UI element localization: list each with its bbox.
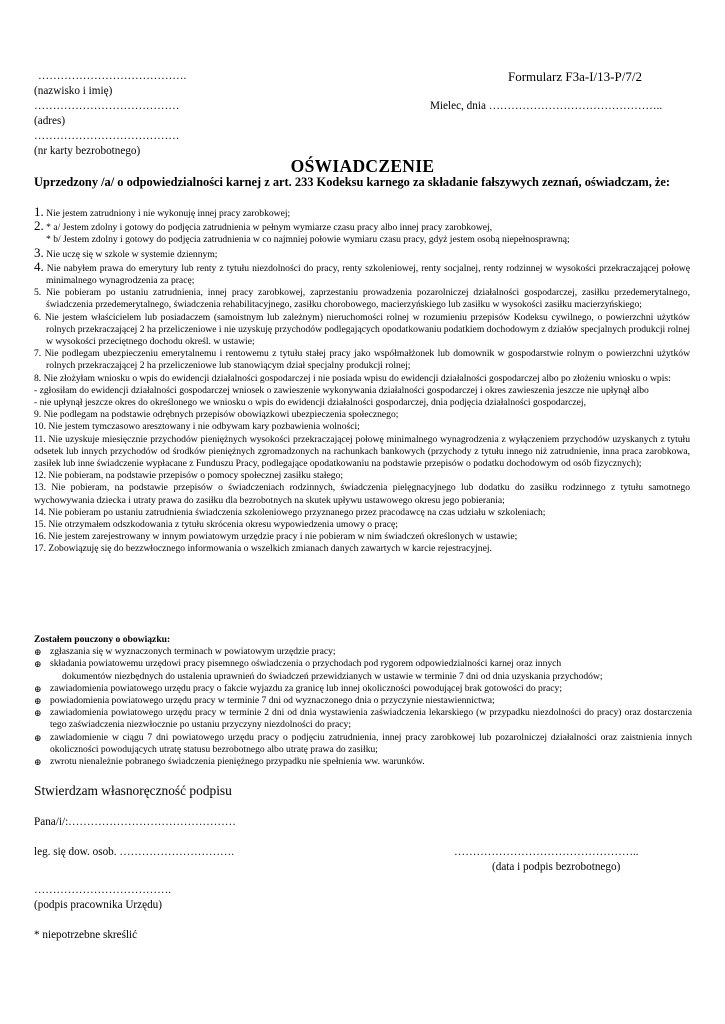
officer-signature-dots[interactable]: ………………………………. <box>34 884 172 896</box>
clock-icon: ⊕ <box>34 647 42 658</box>
duties-list <box>34 634 692 768</box>
statement-4: 4. Nie nabyłem prawa do emerytury lub renty z tytułu niezdolności do pracy, renty szkoleniowej, renty socjalnej, renty rodzinnej w wysokości przekraczającej połowę minimalnego wynagrodzenia za pracę; <box>34 258 690 287</box>
clock-icon: ⊕ <box>34 696 42 707</box>
unemployed-signature-dots[interactable]: ………………………………………….. <box>454 846 639 858</box>
officer-signature-label: (podpis pracownika Urzędu) <box>34 899 162 911</box>
clock-icon: ⊕ <box>34 683 42 694</box>
statement-8: 8. Nie złożyłam wniosku o wpis do ewidencji działalności gospodarczej i nie posiada wpisu do ewidencji działalności gospodarczej albo po złożeniu wniosku o wpis: <box>34 372 671 384</box>
duty-6: ⊕ zawiadomienie w ciągu 7 dni powiatowego urzędu pracy o podjęciu zatrudnienia, innej pracy zarobkowej lub pozarolniczej działalności oraz zaistnienia innych okoliczności powodujących utratę statusu bezrobotnego albo utratę prawa do zasiłku; <box>34 731 692 755</box>
statement-1: 1. Nie jestem zatrudniony i nie wykonuję innej pracy zarobkowej; <box>34 204 291 219</box>
address-dots[interactable]: ………………………………… <box>34 100 180 112</box>
statement-15: 15. Nie otrzymałem odszkodowania z tytułu skrócenia okresu wypowiedzenia umowy o pracę; <box>34 519 398 531</box>
clock-icon: ⊕ <box>34 708 42 719</box>
form-code: Formularz F3a-I/13-P/7/2 <box>508 69 642 84</box>
card-dots[interactable]: ………………………………… <box>34 130 180 142</box>
pan-field[interactable]: Pana/i/:……………………………………… <box>34 816 236 828</box>
address-label: (adres) <box>34 115 66 127</box>
duty-7: ⊕ zwrotu nienależnie pobranego świadczenia pieniężnego przypadku nie spełnienia ww. warunków. <box>34 756 425 768</box>
statement-2b: * b/ Jestem zdolny i gotowy do podjęcia zatrudnienia w co najmniej połowie wymiaru czasu pracy, gdyż jestem osobą niepełnosprawną; <box>46 234 570 246</box>
duty-3: ⊕ zawiadomienia powiatowego urzędu pracy o fakcie wyjazdu za granicę lub innej okoliczności powodującej brak gotowości do pracy; <box>34 682 563 694</box>
unemployed-signature-label: (data i podpis bezrobotnego) <box>492 861 621 873</box>
clock-icon: ⊕ <box>34 732 42 743</box>
statement-16: 16. Nie jestem zarejestrowany w innym powiatowym urzędzie pracy i nie pobieram w nim świadczeń określonych w ustawie; <box>34 531 518 543</box>
intro-statement: Uprzedzony /a/ o odpowiedzialności karnej z art. 233 Kodeksu karnego za składanie fałszywych zeznań, oświadczam, że: <box>34 175 671 189</box>
statement-2a: 2. * a/ Jestem zdolny i gotowy do podjęcia zatrudnienia w pełnym wymiarze czasu pracy albo innej pracy zarobkowej, <box>34 218 493 234</box>
clock-icon: ⊕ <box>34 757 42 768</box>
statement-5: 5. Nie pobieram po ustaniu zatrudnienia, innej pracy zarobkowej, zaprzestaniu prowadzenia pozarolniczej działalności gospodarczej, zasiłku przedemerytalnego, świadczenia przedemerytalnego, świadczenia rehabilitacyjnego, zasiłku chorobowego, macierzyńskiego lub zasiłku w wysokości zasiłku macierzyńskiego; <box>34 287 690 311</box>
statement-8b: - nie upłynął jeszcze okres do określonego we wniosku o wpis do ewidencji działalności gospodarczej, dnia podjęcia działalności gospodarczej, <box>34 397 586 409</box>
duty-2: ⊕ składania powiatowemu urzędowi pracy pisemnego oświadczenia o przychodach pod rygorem odpowiedzialności karnej oraz innych dokumentów niezbędnych do ustalenia uprawnień do świadczeń przewidzianych w ustawie w terminie 7 dni od dnia uzyskania przychodów; <box>34 658 603 682</box>
page-title: OŚWIADCZENIE <box>290 156 435 176</box>
confirm-signature-heading: Stwierdzam własnoręczność podpisu <box>34 783 232 798</box>
statement-9: 9. Nie podlegam na podstawie odrębnych przepisów obowiązkowi ubezpieczenia społecznego; <box>34 409 399 421</box>
statements-list <box>34 206 690 556</box>
statement-6: 6. Nie jestem właścicielem lub posiadaczem (samoistnym lub zależnym) nieruchomości rolnej w rozumieniu przepisów Kodeksu cywilnego, o powierzchni użytków rolnych przekraczającej 2 ha przeliczeniowe i nie uzyskuję przychodów podlegających opodatkowaniu podatkiem dochodowym z działów specjalnych produkcji rolnej w wysokości przeciętnego dochodu określ. w ustawie; <box>34 311 690 348</box>
duty-4: ⊕ powiadomienia powiatowego urzędu pracy w terminie 7 dni od wyznaczonego dnia o przyczynie niestawiennictwa; <box>34 695 495 707</box>
statement-3: 3. Nie uczę się w szkole w systemie dziennym; <box>34 244 218 260</box>
statement-8a: - zgłosiłam do ewidencji działalności gospodarczej wniosek o zawieszenie wykonywania działalności gospodarczej i okres zawieszenia jeszcze nie upłynął albo <box>34 384 649 396</box>
statement-7: 7. Nie podlegam ubezpieczeniu emerytalnemu i rentowemu z tytułu stałej pracy jako współmałżonek lub domownik w gospodarstwie rolnym o powierzchni użytków rolnych przekraczającej 2 ha przeliczeniowe lub stanowiącym dział specjalny produkcji rolnej; <box>34 348 690 372</box>
duty-1: ⊕ zgłaszania się w wyznaczonych terminach w powiatowym urzędzie pracy; <box>34 646 336 658</box>
name-dots[interactable]: …………………………………. <box>38 70 187 82</box>
card-label: (nr karty bezrobotnego) <box>34 145 141 157</box>
duties-heading: Zostałem pouczony o obowiązku: <box>34 634 171 645</box>
clock-icon: ⊕ <box>34 659 42 670</box>
statement-13: 13. Nie pobieram, na podstawie przepisów o świadczeniach rodzinnych, świadczenia pielęgnacyjnego lub dodatku do zasiłku rodzinnego z tytułu samotnego wychowywania dziecka i utraty prawa do zasiłku dla bezrobotnych na skutek upływu ustawowego okresu jego pobierania; <box>34 482 690 506</box>
statement-14: 14. Nie pobieram po ustaniu zatrudnienia świadczenia szkoleniowego przyznanego przez pracodawcę na czas udziału w szkoleniach; <box>34 506 546 518</box>
statement-10: 10. Nie jestem tymczasowo aresztowany i nie odbywam kary pozbawienia wolności; <box>34 421 360 433</box>
statement-17: 17. Zobowiązuję się do bezzwłocznego informowania o wszelkich zmianach danych zawartych w karcie rejestracyjnej. <box>34 543 492 555</box>
id-document-field[interactable]: leg. się dow. osob. …………………………. <box>34 846 235 858</box>
footnote: * niepotrzebne skreślić <box>34 929 138 941</box>
name-label: (nazwisko i imię) <box>34 85 113 97</box>
statement-12: 12. Nie pobieram, na podstawie przepisów o pomocy społecznej zasiłku stałego; <box>34 470 344 482</box>
duty-5: ⊕ zawiadomienia powiatowego urzędu pracy w terminie 2 dni od dnia wystawienia zaświadczenia lekarskiego (w przypadku niezdolności do pracy) oraz dostarczenia tego zaświadczenia niezwłocznie po ustaniu przyczyny niezdolności do pracy; <box>34 707 692 731</box>
place-date[interactable]: Mielec, dnia ……………………………………….. <box>430 100 663 112</box>
statement-11: 11. Nie uzyskuje miesięcznie przychodów pieniężnych wysokości przekraczającej połowę minimalnego wynagrodzenia z wyłączeniem przychodów uzyskanych z tytułu odsetek lub innych przychodów od środków pieniężnych zgromadzonych na rachunkach bankowych (przychody z tytułu innego niż zatrudnienie, inna praca zarobkowa, zasiłek lub inne świadczenie wypłacane z Funduszu Pracy, podlegające opodatkowaniu na podstawie przepisów o podatku dochodowym od osób fizycznych); <box>34 433 690 470</box>
